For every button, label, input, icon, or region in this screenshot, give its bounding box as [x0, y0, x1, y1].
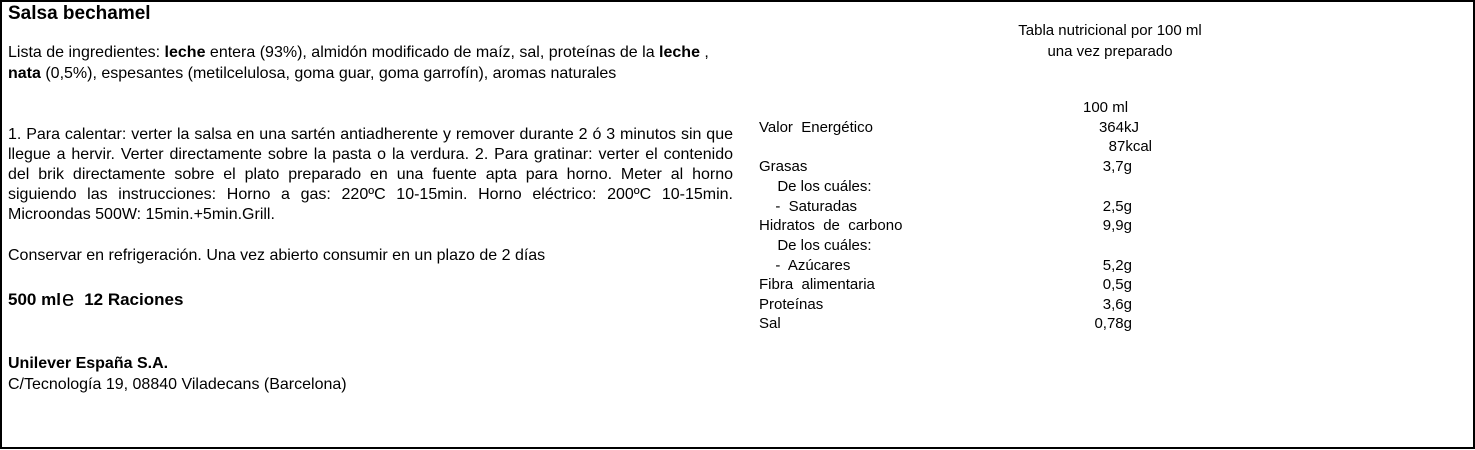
allergen-text: leche — [164, 44, 206, 61]
nutrition-label: Sal — [759, 315, 781, 332]
servings: 12 Raciones — [84, 290, 184, 309]
nutrition-value: 3,6g — [1102, 296, 1132, 313]
preparation-instructions: 1. Para calentar: verter la salsa en una sartén antiadherente y remover durante 2 ó 3 minutos sin que llegue a hervir. Verter directamente sobre la pasta o la verdura. 2. Para gratinar: verter el contenido del brik directamente sobre el plato preparado en una fuente apta para horno. Meter al horno siguiendo las instrucciones: Horno a gas: 220ºC 10-15min. Horno eléctrico: 200ºC 10-15min. Microondas 500W: 15min.+5min.Grill. — [8, 126, 733, 223]
nutrition-label: - Azúcares — [767, 257, 851, 274]
nutrition-label: De los cuáles: — [769, 237, 872, 254]
storage-instructions: Conservar en refrigeración. Una vez abierto consumir en un plazo de 2 días — [8, 247, 546, 264]
nutrition-label: Grasas — [759, 158, 808, 175]
nutrition-value: 87kcal — [1108, 138, 1152, 155]
net-quantity: 500 ml — [8, 290, 61, 309]
nutrition-value: 3,7g — [1102, 158, 1132, 175]
nutrition-value: 9,9g — [1102, 217, 1132, 234]
nutrition-label: Fibra alimentaria — [759, 276, 875, 293]
ingredients-list — [8, 42, 728, 84]
nutrition-label: Hidratos de carbono — [759, 217, 903, 234]
nutrition-label: Valor Energético — [759, 119, 873, 136]
nutrition-label: Proteínas — [759, 296, 824, 313]
ingredient-text: , — [699, 44, 709, 61]
nutrition-label: - Saturadas — [767, 198, 858, 215]
nutrition-value: 364kJ — [1098, 119, 1139, 136]
nutrition-label: De los cuáles: — [769, 178, 872, 195]
ingredient-text: (0,5%), espesantes (metilcelulosa, goma guar, goma garrofín), aromas naturales — [40, 65, 617, 82]
estimated-sign-icon: e — [61, 286, 75, 311]
ingredient-text: Lista de ingredientes: — [8, 44, 165, 61]
nutrition-table-title: Tabla nutricional por 100 ml una vez preparado — [1018, 22, 1202, 60]
company-name: Unilever España S.A. — [8, 355, 169, 372]
allergen-text: leche — [659, 44, 700, 61]
product-title: Salsa bechamel — [8, 3, 151, 24]
nutrition-value: 0,5g — [1102, 276, 1132, 293]
nutrition-value: 0,78g — [1094, 315, 1132, 332]
ingredient-text: entera (93%), almidón modificado de maíz, sal, proteínas de la — [205, 44, 660, 61]
nutrition-column-header: 100 ml — [1083, 99, 1129, 116]
allergen-text: nata — [8, 65, 41, 82]
quantity-line — [8, 286, 184, 311]
nutrition-value: 5,2g — [1102, 257, 1132, 274]
company-address: C/Tecnología 19, 08840 Viladecans (Barcelona) — [8, 376, 347, 393]
nutrition-value: 2,5g — [1102, 198, 1132, 215]
